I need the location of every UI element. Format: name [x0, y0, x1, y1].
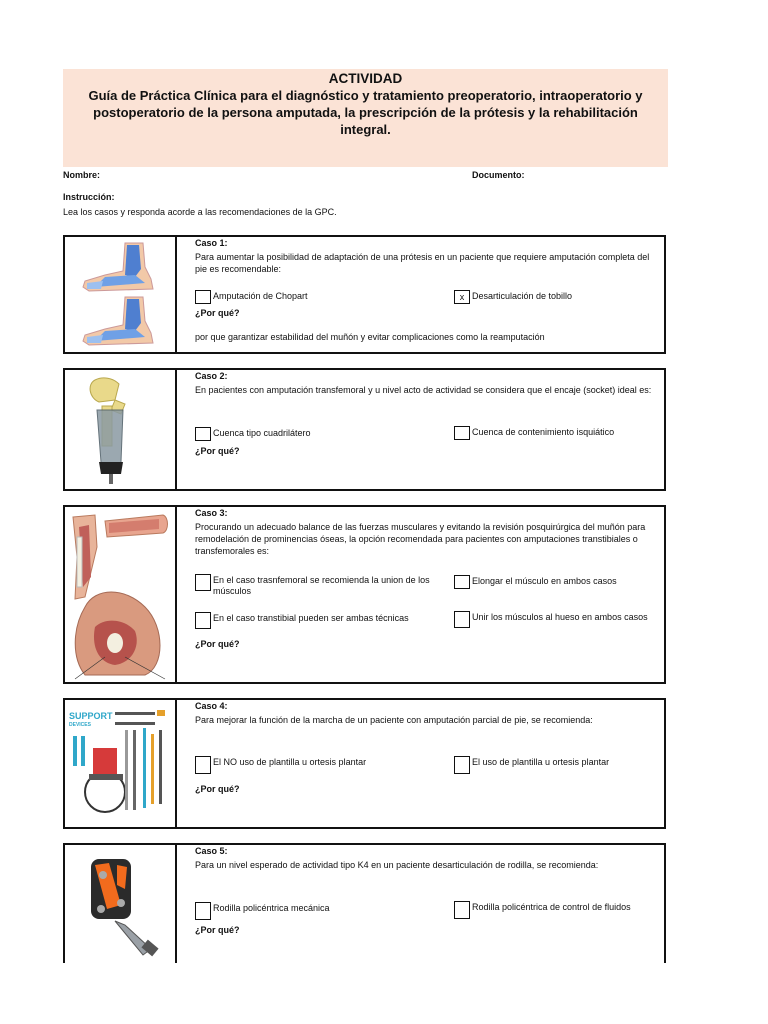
case-3-option-d[interactable] [454, 611, 648, 628]
instruction-label: Instrucción: [63, 192, 115, 202]
case-4-image-cell [65, 700, 177, 827]
instruction-text: Lea los casos y responda acorde a las recomendaciones de la GPC. [63, 207, 337, 217]
case-3 [63, 505, 666, 684]
case-1-title: Caso 1: [195, 238, 228, 248]
case-3-option-a[interactable] [195, 574, 455, 597]
case-4-option-a[interactable] [195, 756, 366, 774]
case-4 [63, 698, 666, 829]
case-3-content [195, 507, 660, 682]
case-3-prompt: Procurando un adecuado balance de las fuerzas musculares y evitando la revisión posquirúrgica del muñón para remodelación de prominencias óseas, la opción recomendada para pacientes con amputaciones transtibiales o transfemorales es: [195, 522, 646, 556]
case-3-option-b-checkbox[interactable] [454, 575, 470, 589]
activity-title: ACTIVIDAD [328, 71, 403, 86]
case-5-option-a-checkbox[interactable] [195, 902, 211, 920]
case-1-content [195, 237, 660, 352]
case-3-option-c-checkbox[interactable] [195, 612, 211, 629]
polycentric-knee-illustration [65, 845, 175, 963]
case-4-option-b-label: El uso de plantilla u ortesis plantar [472, 757, 610, 767]
transfemoral-socket-illustration [65, 370, 175, 489]
case-4-option-b[interactable] [454, 756, 609, 774]
document-label: Documento: [472, 170, 525, 180]
support-devices-logo-line2: DEVICES [69, 722, 91, 728]
case-1-option-a-checkbox[interactable] [195, 290, 211, 304]
case-1-option-a[interactable] [195, 290, 308, 304]
case-1-prompt: Para aumentar la posibilidad de adaptación de una prótesis en un paciente que requiere amputación completa del pie es recomendable: [195, 252, 650, 274]
case-2-option-a-checkbox[interactable] [195, 427, 211, 441]
case-3-option-d-checkbox[interactable] [454, 611, 470, 628]
foot-xray-illustration [65, 237, 175, 352]
case-3-why-label: ¿Por qué? [195, 639, 240, 649]
case-5-option-a[interactable] [195, 902, 330, 920]
case-2-option-b-label: Cuenca de contenimiento isquiático [472, 427, 615, 437]
case-3-option-b-label: Elongar el músculo en ambos casos [472, 576, 617, 586]
activity-subtitle: Guía de Práctica Clínica para el diagnóstico y tratamiento preoperatorio, intraoperatorio y postoperatorio de la persona amputada, la prescripción de la prótesis y la rehabilitación integral. [88, 88, 643, 137]
case-4-option-b-checkbox[interactable] [454, 756, 470, 774]
case-4-prompt: Para mejorar la función de la marcha de un paciente con amputación parcial de pie, se recomienda: [195, 715, 593, 725]
case-2-option-a[interactable] [195, 427, 311, 441]
case-2-title: Caso 2: [195, 371, 228, 381]
case-1-why-label: ¿Por qué? [195, 308, 240, 318]
case-2-option-a-label: Cuenca tipo cuadrilátero [213, 428, 311, 438]
muscle-myodesis-illustration [65, 507, 175, 682]
case-2-option-b[interactable] [454, 426, 614, 440]
case-1-option-a-label: Amputación de Chopart [213, 291, 308, 301]
case-4-title: Caso 4: [195, 701, 228, 711]
case-4-why-label: ¿Por qué? [195, 784, 240, 794]
support-devices-logo [69, 712, 113, 730]
case-2-image-cell [65, 370, 177, 489]
case-2-prompt: En pacientes con amputación transfemoral y u nivel acto de actividad se considera que el encaje (socket) ideal es: [195, 385, 652, 395]
case-1-option-b[interactable] [454, 290, 572, 304]
case-3-title: Caso 3: [195, 508, 228, 518]
case-3-option-a-label: En el caso trasnfemoral se recomienda la union de los músculos [213, 575, 430, 596]
case-3-option-c-label: En el caso transtibial pueden ser ambas técnicas [213, 613, 409, 623]
support-devices-logo-line1: SUPPORT [69, 711, 113, 721]
case-1-image-cell [65, 237, 177, 352]
case-4-option-a-checkbox[interactable] [195, 756, 211, 774]
case-1-option-b-checkbox[interactable]: x [454, 290, 470, 304]
case-1 [63, 235, 666, 354]
case-3-option-b[interactable] [454, 575, 617, 589]
case-4-option-a-label: El NO uso de plantilla u ortesis plantar [213, 757, 367, 767]
name-label: Nombre: [63, 170, 101, 180]
case-5 [63, 843, 666, 963]
case-4-content [195, 700, 660, 827]
case-3-option-d-label: Unir los músculos al hueso en ambos casos [472, 612, 648, 622]
case-5-content [195, 845, 660, 963]
case-5-option-a-label: Rodilla policéntrica mecánica [213, 903, 330, 913]
case-2-option-b-checkbox[interactable] [454, 426, 470, 440]
case-2 [63, 368, 666, 491]
case-5-title: Caso 5: [195, 846, 228, 856]
case-5-image-cell [65, 845, 177, 963]
case-2-why-label: ¿Por qué? [195, 446, 240, 456]
case-2-content [195, 370, 660, 489]
case-5-option-b-checkbox[interactable] [454, 901, 470, 919]
case-3-option-c[interactable] [195, 612, 409, 629]
case-1-option-b-label: Desarticulación de tobillo [472, 291, 573, 301]
case-1-answer[interactable]: por que garantizar estabilidad del muñón y evitar complicaciones como la reamputación [195, 332, 545, 342]
case-5-prompt: Para un nivel esperado de actividad tipo K4 en un paciente desarticulación de rodilla, se recomienda: [195, 860, 599, 870]
activity-header [63, 69, 668, 167]
case-5-option-b-label: Rodilla policéntrica de control de fluidos [472, 902, 631, 912]
case-5-why-label: ¿Por qué? [195, 925, 240, 935]
case-3-option-a-checkbox[interactable] [195, 574, 211, 591]
case-5-option-b[interactable] [454, 901, 631, 919]
case-3-image-cell [65, 507, 177, 682]
